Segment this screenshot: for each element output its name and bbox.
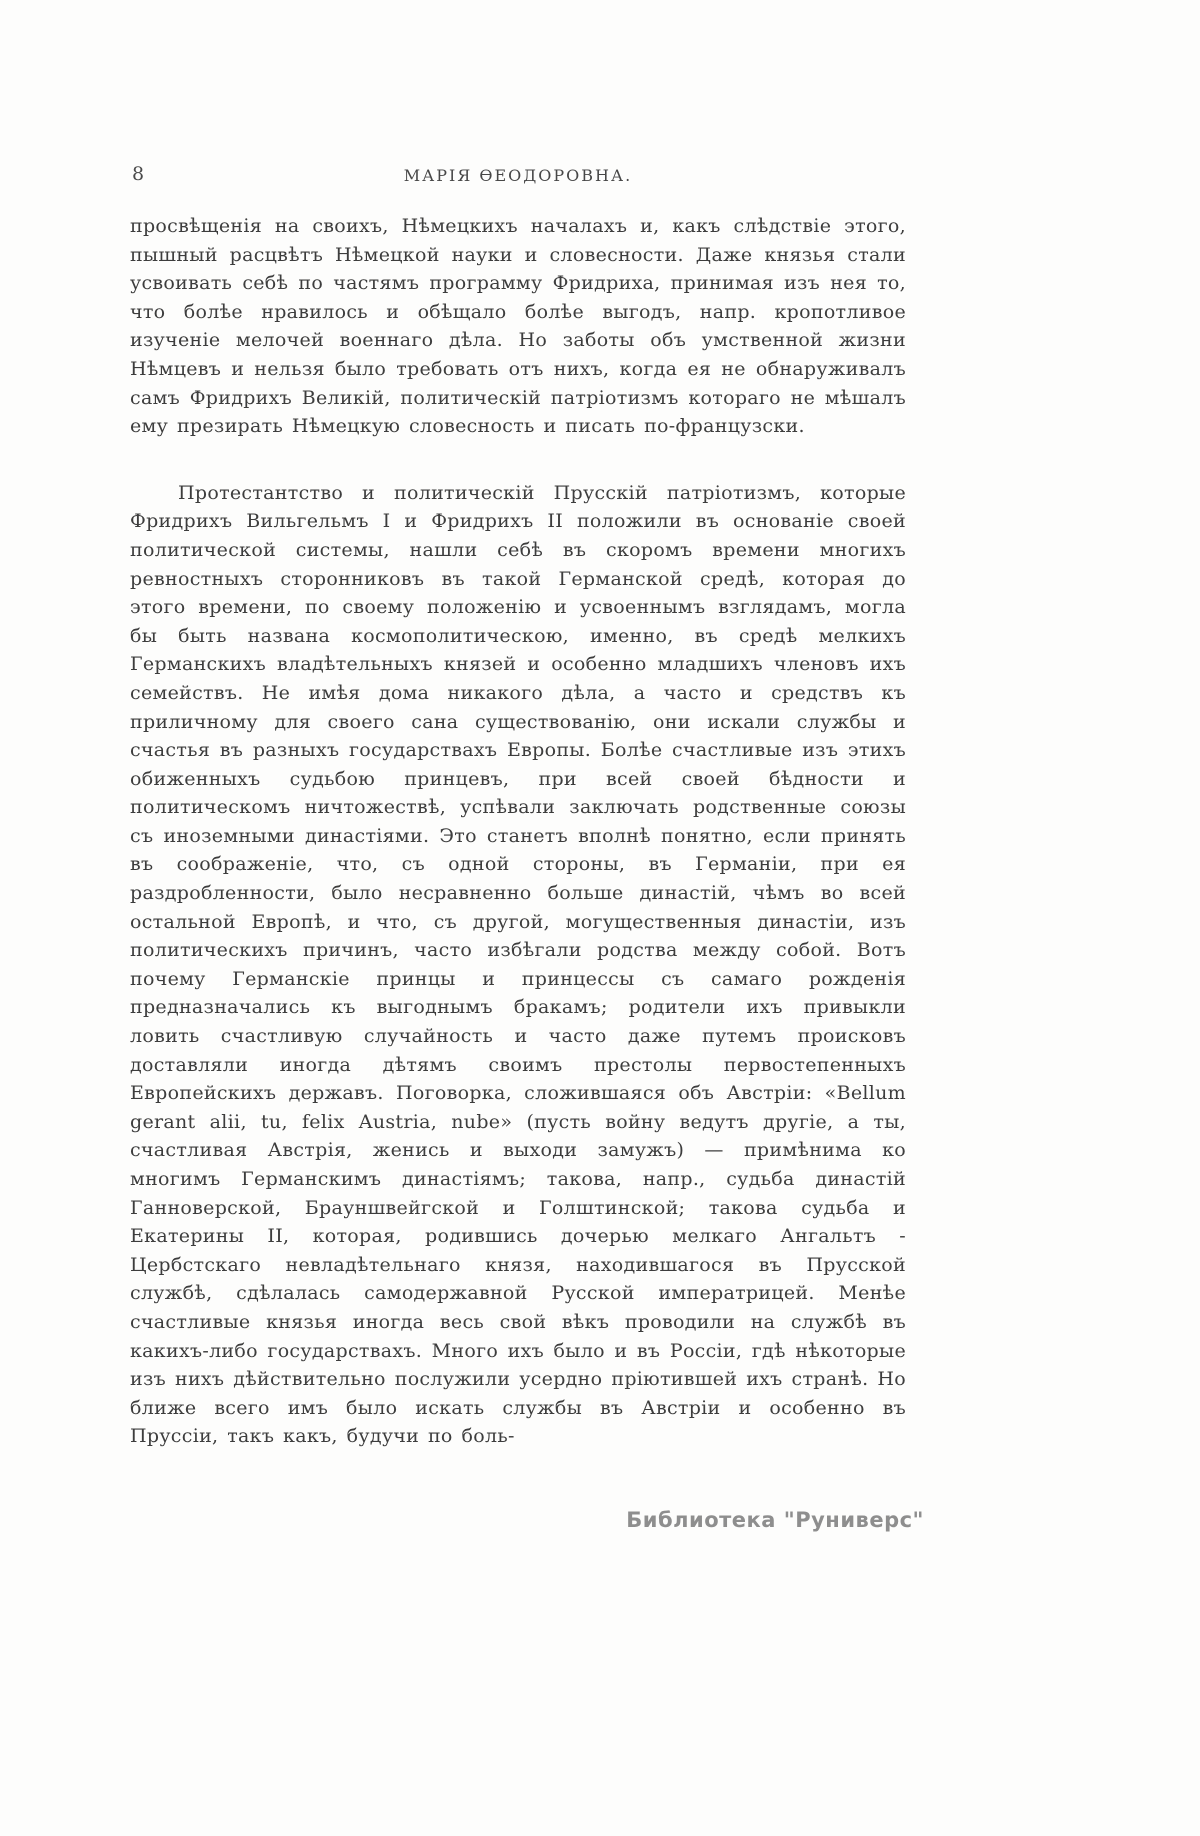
page-number: 8: [132, 163, 145, 185]
library-watermark: Библиотека "Руниверс": [626, 1508, 924, 1532]
running-header: МАРІЯ ѲЕОДОРОВНА.: [403, 166, 633, 185]
body-paragraph-1: просвѣщенія на своихъ, Нѣмецкихъ началахъ и, какъ слѣдствіе этого, пышный расцвѣтъ Нѣмецкой науки и словесности. Даже князья стали усвоивать себѣ по частямъ программу Фридриха, принимая изъ нея то, что болѣе нравилось и обѣщало болѣе выгодъ, напр. кропотливое изученіе мелочей военнаго дѣла. Но заботы объ умственной жизни Нѣмцевъ и нельзя было требовать отъ нихъ, когда ея не обнаруживалъ самъ Фридрихъ Великій, политическій патріотизмъ котораго не мѣшалъ ему презирать Нѣмецкую словесность и писать по-французски.: [130, 215, 906, 438]
page-header: [130, 163, 906, 189]
body-paragraph-2: Протестантство и политическій Прусскій патріотизмъ, которые Фридрихъ Вильгельмъ I и Фридрихъ II положили въ основаніе своей политической системы, нашли себѣ въ скоромъ времени многихъ ревностныхъ сторонниковъ въ такой Германской средѣ, которая до этого времени, по своему положенію и усвоеннымъ взглядамъ, могла бы быть названа космополитическою, именно, въ средѣ мелкихъ Германскихъ владѣтельныхъ князей и особенно младшихъ членовъ ихъ семействъ. Не имѣя дома никакого дѣла, а часто и средствъ къ приличному для своего сана существованію, они искали службы и счастья въ разныхъ государствахъ Европы. Болѣе счастливые изъ этихъ обиженныхъ судьбою принцевъ, при всей своей бѣдности и политическомъ ничтожествѣ, успѣвали заключать родственные союзы съ иноземными династіями. Это станетъ вполнѣ понятно, если принять въ соображеніе, что, съ одной стороны, въ Германіи, при ея раздробленности, было несравненно больше династій, чѣмъ во всей остальной Европѣ, и что, съ другой, могущественныя династіи, изъ политическихъ причинъ, часто избѣгали родства между собой. Вотъ почему Германскіе принцы и принцессы съ самаго рожденія предназначались къ выгоднымъ бракамъ; родители ихъ привыкли ловить счастливую случайность и часто даже путемъ происковъ доставляли иногда дѣтямъ своимъ престолы первостепенныхъ Европейскихъ державъ. Поговорка, сложившаяся объ Австріи: «Bellum gerant alii, tu, felix Austria, nube» (пусть войну ведутъ другіе, а ты, счастливая Австрія, женись и выходи замужъ) — примѣнима ко многимъ Германскимъ династіямъ; такова, напр., судьба династій Ганноверской, Брауншвейгской и Голштинской; такова судьба и Екатерины II, которая, родившись дочерью мелкаго Ангальтъ - Цербстскаго невладѣтельнаго князя, находившагося въ Прусской службѣ, сдѣлалась самодержавной Русской императрицей. Менѣе счастливые князья иногда весь свой вѣкъ проводили на службѣ въ какихъ-либо государствахъ. Много ихъ было и въ Россіи, гдѣ нѣкоторые изъ нихъ дѣйствительно послужили усердно пріютившей ихъ странѣ. Но ближе всего имъ было искать службы въ Австріи и особенно въ Пруссіи, такъ какъ, будучи по боль-: [130, 481, 906, 1448]
body-text: [130, 212, 906, 1451]
